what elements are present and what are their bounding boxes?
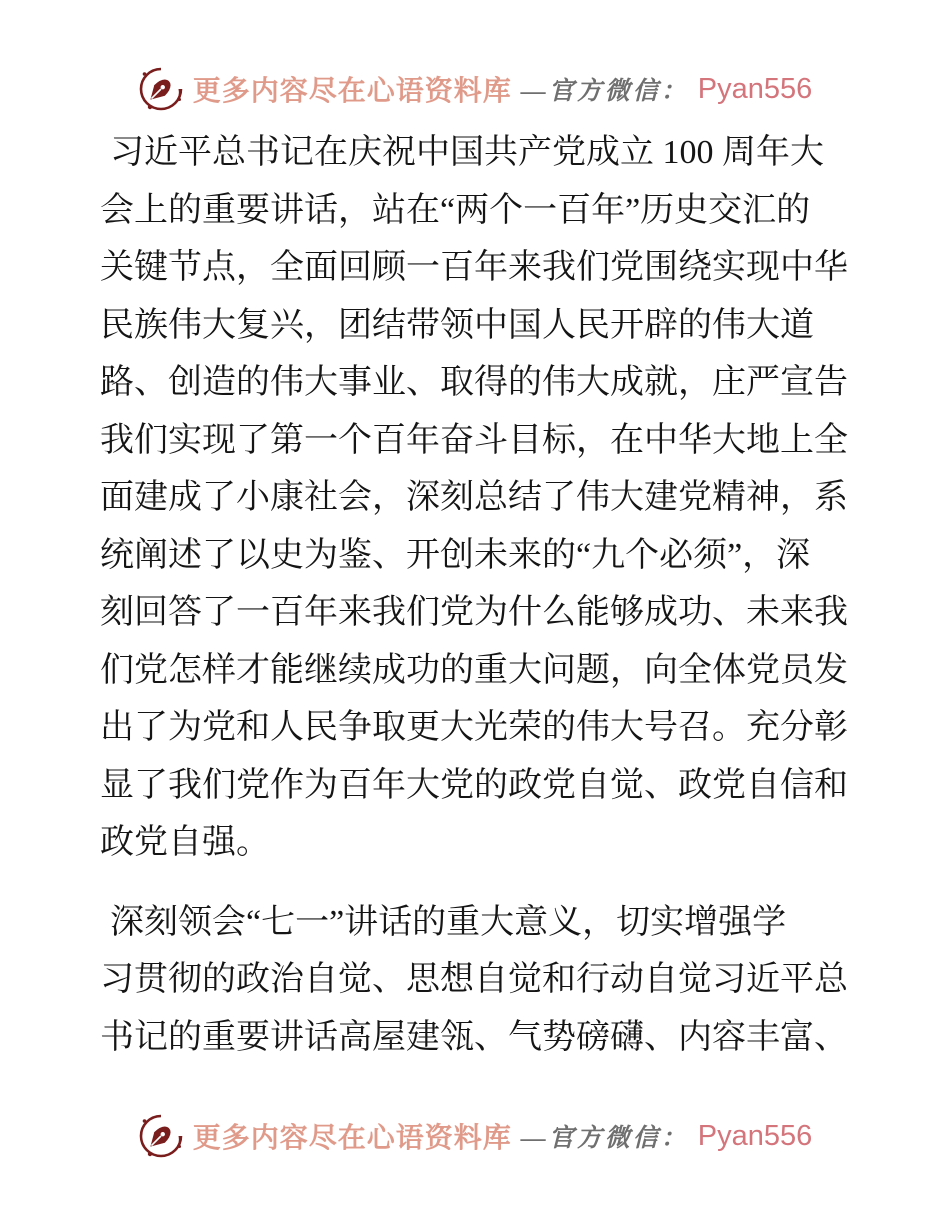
text-line: 们党怎样才能继续成功的重大问题，向全体党员发 <box>100 651 848 689</box>
watermark-wechat-label: —官方微信： <box>520 1125 689 1152</box>
pen-nib-logo-icon <box>138 66 184 112</box>
text-line: 会上的重要讲话，站在“两个一百年”历史交汇的 <box>100 191 811 229</box>
text-line: 路、创造的伟大事业、取得的伟大成就，庄严宣告 <box>100 364 848 401</box>
text-line: 政党自强。 <box>100 824 270 861</box>
text-line: 我们实现了第一个百年奋斗目标，在中华大地上全 <box>100 421 848 459</box>
paragraph-1 <box>100 124 890 872</box>
paragraph-2 <box>100 894 890 1067</box>
text-line: 面建成了小康社会，深刻总结了伟大建党精神，系 <box>100 479 848 516</box>
text-line: 习贯彻的政治自觉、思想自觉和行动自觉习近平总 <box>100 961 848 998</box>
text-line: 出了为党和人民争取更大光荣的伟大号召。充分彰 <box>100 709 848 746</box>
footer-watermark <box>0 1113 950 1159</box>
text-line: 显了我们党作为百年大党的政党自觉、政党自信和 <box>100 766 848 804</box>
watermark-brand-text: 更多内容尽在心语资料库 <box>192 76 512 107</box>
document-body <box>100 124 890 1066</box>
watermark-wechat-id: Pyan556 <box>697 72 813 105</box>
text-line: 统阐述了以史为鉴、开创未来的“九个必须”，深 <box>100 536 811 574</box>
text-line: 深刻领会“七一”讲话的重大意义，切实增强学 <box>110 903 787 941</box>
text-line: 关键节点，全面回顾一百年来我们党围绕实现中华 <box>100 249 848 286</box>
text-line: 书记的重要讲话高屋建瓴、气势磅礴、内容丰富、 <box>100 1018 848 1056</box>
watermark-wechat-id: Pyan556 <box>697 1119 813 1152</box>
text-line: 习近平总书记在庆祝中国共产党成立 100 周年大 <box>110 134 824 171</box>
watermark-brand-text: 更多内容尽在心语资料库 <box>192 1123 512 1154</box>
header-watermark <box>0 66 950 112</box>
text-line: 刻回答了一百年来我们党为什么能够成功、未来我 <box>100 594 848 631</box>
text-line: 民族伟大复兴，团结带领中国人民开辟的伟大道 <box>100 306 814 344</box>
pen-nib-logo-icon <box>138 1113 184 1159</box>
watermark-wechat-label: —官方微信： <box>520 78 689 105</box>
